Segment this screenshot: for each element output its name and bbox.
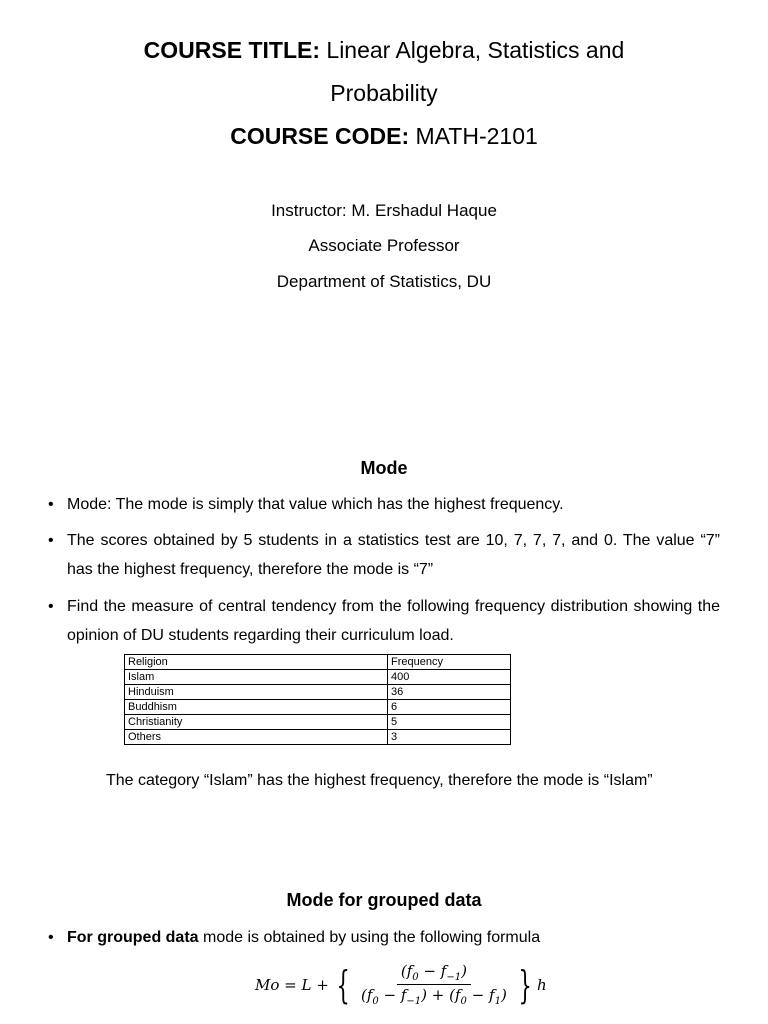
table-cell: Islam xyxy=(125,670,388,685)
formula-lhs: Mo = L + xyxy=(255,975,329,994)
course-code-label: COURSE CODE: xyxy=(230,123,410,149)
frequency-table xyxy=(124,654,511,745)
table-header-religion: Religion xyxy=(125,655,388,670)
table-cell: 5 xyxy=(388,715,511,730)
table-cell: 6 xyxy=(388,700,511,715)
course-title xyxy=(0,37,768,64)
bullet-text: Mode: The mode is simply that value which has the highest frequency. xyxy=(67,496,564,513)
table-row xyxy=(125,685,511,700)
table-header-row xyxy=(125,655,511,670)
table-row xyxy=(125,730,511,745)
grouped-mode-bullet xyxy=(48,923,720,952)
mode-bullet-example xyxy=(48,526,720,584)
instructor-position: Associate Professor xyxy=(308,236,460,255)
mode-heading: Mode xyxy=(360,458,408,478)
table-cell: 400 xyxy=(388,670,511,685)
table-cell: 36 xyxy=(388,685,511,700)
bullet-text xyxy=(67,923,720,952)
instructor-name: Instructor: M. Ershadul Haque xyxy=(271,201,497,220)
bullet-text: The scores obtained by 5 students in a statistics test are 10, 7, 7, 7, and 0. The value “7” has the highest frequency, therefore the mode is “7” xyxy=(67,532,720,578)
bullet-dot: • xyxy=(48,598,54,615)
bullet-dot: • xyxy=(48,532,54,549)
table-cell: 3 xyxy=(388,730,511,745)
course-title-line2: Probability xyxy=(330,80,438,106)
table-row xyxy=(125,700,511,715)
course-code xyxy=(0,123,768,150)
bullet-text: Find the measure of central tendency from the following frequency distribution showing the opinion of DU students regarding their curriculum load. xyxy=(67,598,720,644)
course-title-text-line1: Linear Algebra, Statistics and xyxy=(326,37,625,63)
mode-conclusion: The category “Islam” has the highest frequency, therefore the mode is “Islam” xyxy=(106,772,653,789)
table-header-frequency: Frequency xyxy=(388,655,511,670)
formula-denominator: $(f_0 - f_{-1}) + (f_0 - f_1)$ xyxy=(360,986,507,1007)
bullet-dot: • xyxy=(48,496,54,513)
formula-h: h xyxy=(537,975,547,994)
table-row xyxy=(125,715,511,730)
bullet-dot: • xyxy=(48,929,54,946)
formula-fraction xyxy=(357,962,511,1007)
bullet-bold-text: For grouped data xyxy=(67,929,199,946)
formula-numerator: $(f_0 - f_{-1})$ xyxy=(397,962,471,985)
table-cell: Buddhism xyxy=(125,700,388,715)
course-code-value: MATH-2101 xyxy=(415,123,538,149)
table-cell: Christianity xyxy=(125,715,388,730)
bullet-rest-text: mode is obtained by using the following formula xyxy=(198,929,541,946)
formula-left-brace: { xyxy=(336,962,350,1007)
grouped-mode-heading: Mode for grouped data xyxy=(286,890,482,910)
formula-right-brace: } xyxy=(518,962,532,1007)
instructor-department: Department of Statistics, DU xyxy=(276,272,492,291)
course-title-label: COURSE TITLE: xyxy=(143,37,321,63)
table-row xyxy=(125,670,511,685)
mode-bullet-definition xyxy=(48,490,720,519)
mode-bullet-question xyxy=(48,592,720,650)
table-cell: Others xyxy=(125,730,388,745)
table-cell: Hinduism xyxy=(125,685,388,700)
grouped-mode-formula xyxy=(255,962,547,1007)
